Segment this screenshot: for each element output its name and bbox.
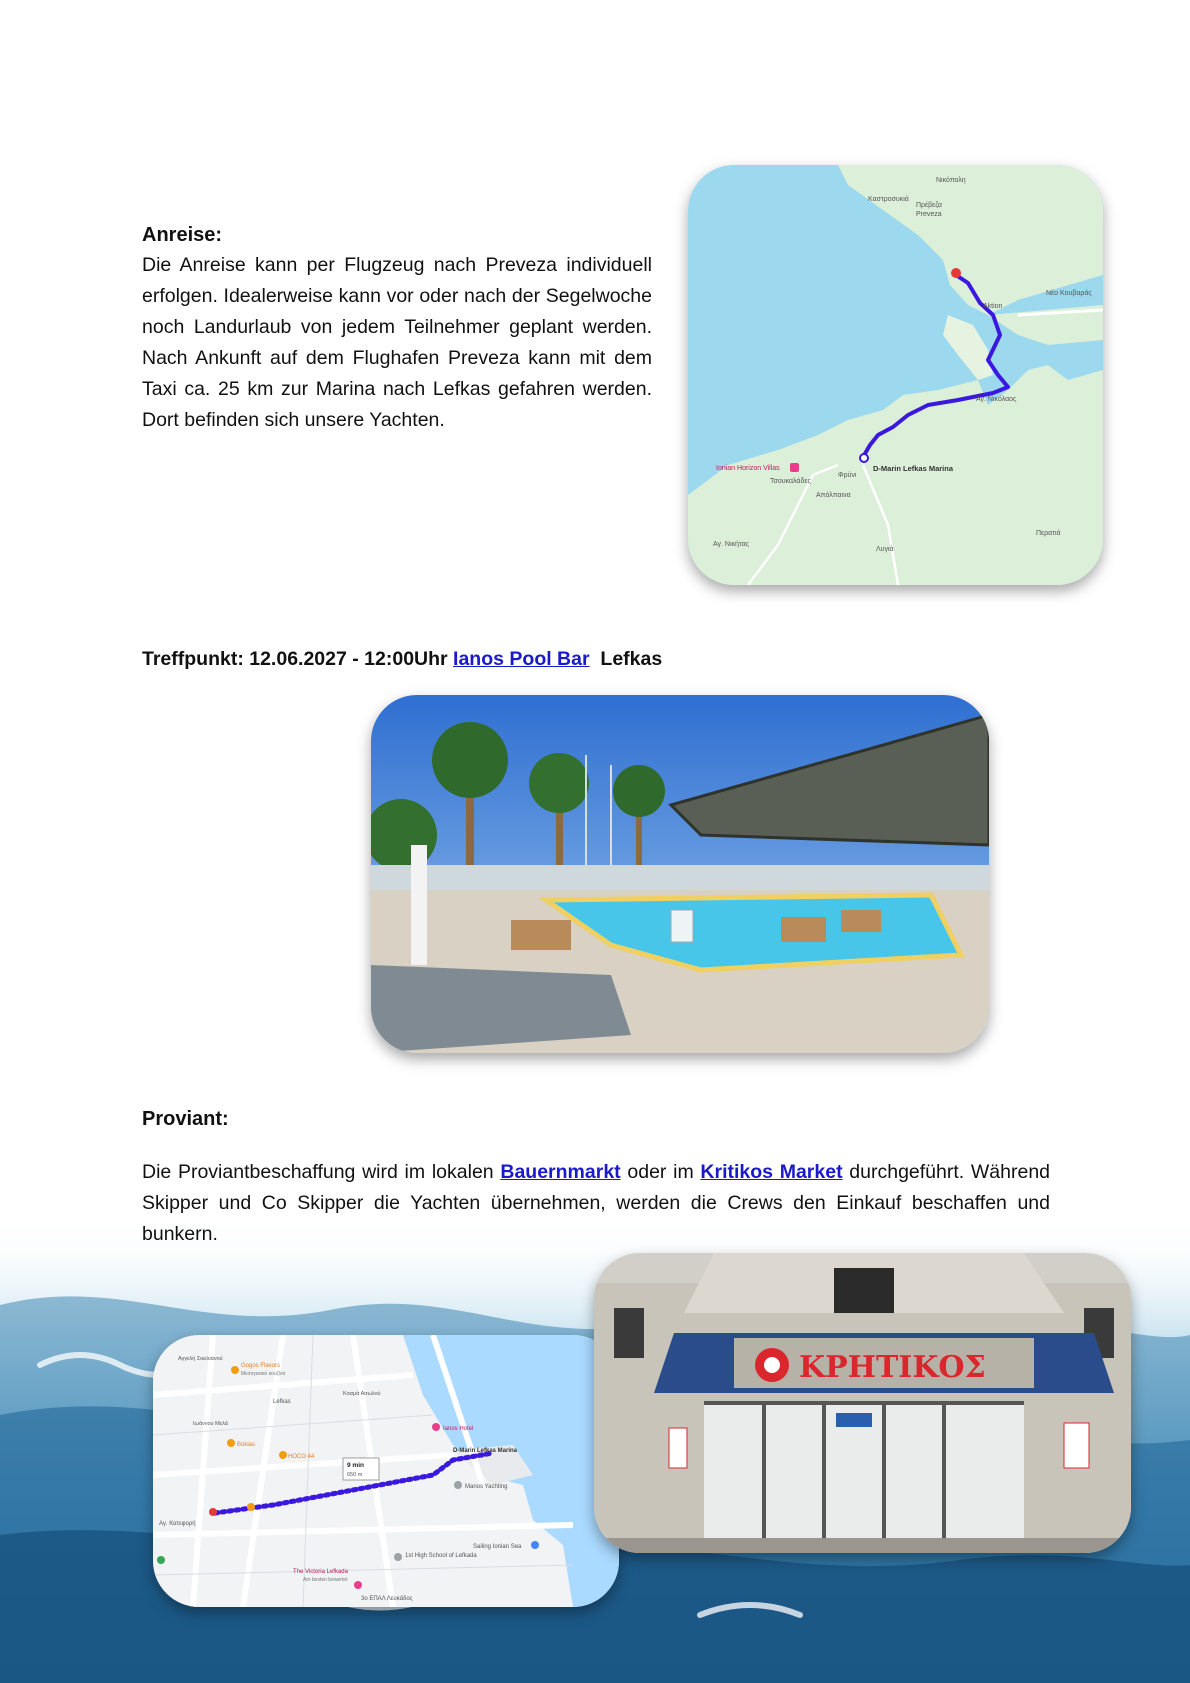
map-label-bokias: Bokias [237,1442,256,1448]
route-map-image [688,165,1103,585]
kritikos-store-photo [594,1253,1131,1553]
map-label-hoco: HOCO 44 [288,1454,315,1460]
arrival-heading: Anreise: [142,224,223,246]
map-label-marina: D-Marin Lefkas Marina [873,464,954,473]
pool-bar-photo [371,695,989,1053]
map-label-preveza-greek: Πρέβεζα [916,202,942,209]
map-label-peratia: Περατιά [1036,530,1061,537]
map-label-ianos-hotel: Ianos Hotel [443,1426,474,1432]
bauernmarkt-link[interactable]: Bauernmarkt [500,1161,621,1183]
map-label-villas: Ionian Horizon Villas [716,465,780,472]
map-label-victoria-sub: Am besten bewertet [303,1577,348,1583]
map-label-sailing: Sailing Ionian Sea [473,1544,522,1550]
map-label-victoria: The Victoria Lefkada [293,1569,348,1575]
ianos-pool-bar-link[interactable]: Ianos Pool Bar [453,648,590,670]
walking-route-map-image [153,1335,619,1607]
map-label-nikopoli: Νικόπολη [936,177,966,184]
map-label-gogos: Gogos Flavors [241,1363,281,1369]
map-label-street-sikelianou: Αγγελή Σικελιανού [178,1356,223,1362]
provisions-text-1: Die Proviantbeschaffung wird im lokalen [142,1161,494,1183]
walk-distance-label: 650 m [347,1472,363,1478]
provisions-text-2: oder im [627,1161,694,1183]
map-label-school: 1st High School of Lefkada [405,1553,477,1559]
meeting-point-place: Lefkas [600,648,663,670]
map-label-street-mela: Ιωάννου Μελά [193,1421,228,1427]
walk-time-label: 9 min [347,1462,364,1469]
map-label-gogos-sub: Μεσογειακό κουζίνα [241,1371,286,1377]
provisions-heading: Proviant: [142,1108,229,1130]
map-label-ag-nikolaos: Αγ. Νικόλαος [976,396,1017,403]
map-label-aktio: Aktion [983,303,1003,310]
map-label-apolpena: Απόλπαινα [816,492,851,499]
map-label-preveza: Preveza [916,211,942,218]
arrival-paragraph: Die Anreise kann per Flugzeug nach Preveza individuell erfolgen. Idealerweise kann vor oder nach der Segelwoche noch Landurlaub von jedem Teilnehmer geplant werden. Nach Ankunft auf dem Flughafen Preveza kann mit dem Taxi ca. 25 km zur Marina nach Lefkas gefahren werden. Dort befinden sich unsere Yachten. [142,254,652,431]
meeting-point-date: Treffpunkt: 12.06.2027 - 12:00Uhr [142,648,448,670]
provisions-paragraph [142,1157,1050,1250]
map-label-neo-kouvaras: Νέο Κουβαράς [1046,290,1092,297]
store-sign-text: ΚΡΗΤΙΚΟΣ [799,1350,986,1385]
map-label-epal: 3ο ΕΠΑΛ Λευκάδος [361,1596,413,1602]
kritikos-market-link[interactable]: Kritikos Market [700,1161,843,1183]
map-label-kastrosykia: Καστροσυκιά [868,196,909,203]
map-label-ag-nikitas: Αγ. Νικήτας [713,541,750,548]
map-label-street-lefkas: Lefkas [273,1399,291,1405]
provisions-text-3: durchgeführt. Während Skipper und Co Skipper die Yachten übernehmen, werden die Crews den Einkauf beschaffen und bunkern. [142,1161,1051,1245]
map-label-street-aitolou: Κοσμά Αιτωλού [343,1391,381,1397]
map-label-marina-walk: D-Marin Lefkas Marina [453,1448,518,1454]
meeting-point-line [142,648,662,671]
map-label-tsoukalades: Τσουκαλάδες [770,478,811,485]
map-label-lygia: Λυγιά [876,546,894,553]
map-label-street-katefori: Αγ. Κατεφορή [159,1521,196,1527]
map-label-manos: Manos Yachting [465,1484,508,1490]
map-label-frini: Φρύνι [838,472,857,479]
